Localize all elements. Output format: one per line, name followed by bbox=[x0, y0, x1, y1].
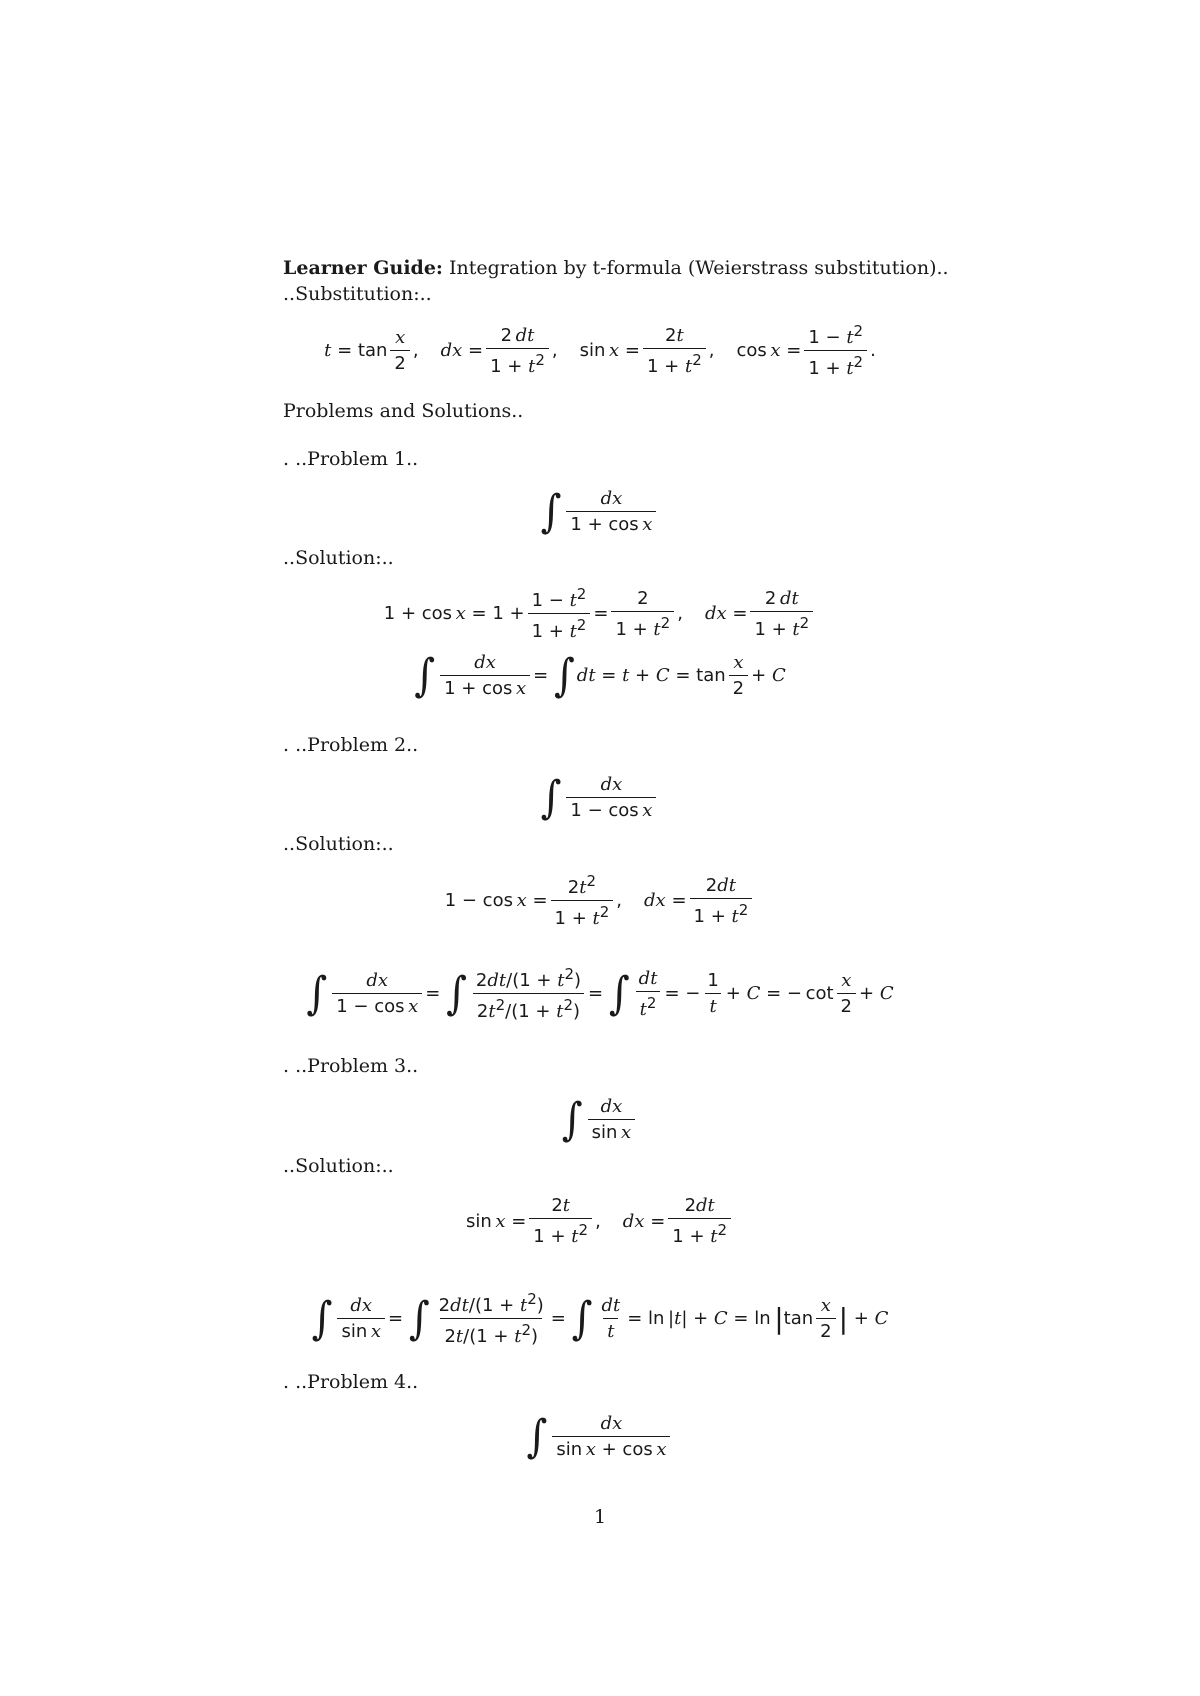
problem-3-label: . ..Problem 3.. bbox=[283, 1055, 419, 1077]
title-text: Integration by t-formula (Weierstrass substitution).. bbox=[442, 257, 949, 279]
problem-2-integral: ∫ $\frac{dx}{\text{1 − cos x}}$ bbox=[0, 774, 1200, 821]
solution-1-step-2: ∫ $\frac{dx}{\text{1 + cos x}}$ = ∫ dt = t + C = tan $\frac{x}{2}$ + C bbox=[414, 649, 786, 702]
problem-2-label: . ..Problem 2.. bbox=[283, 734, 419, 756]
solution-1-label: ..Solution:.. bbox=[283, 547, 394, 569]
problem-4-label: . ..Problem 4.. bbox=[283, 1371, 419, 1393]
solution-2-step-2: ∫ $\frac{dx}{\text{1 − cos x}}$ = ∫ $\frac{2dt/(1 + t^2)}{2t^2/(1 + t^2)}$ = ∫ $\frac{dt}{t^2}$ = − $\frac{1}{t}$ + C = − cot $\frac{x}{2}$ + C bbox=[306, 965, 894, 1022]
document-title bbox=[283, 257, 949, 279]
solution-3-step-1: sin x = $\frac{2t}{1 + t^2}$ , dx = $\frac{2dt}{1 + t^2}$ bbox=[0, 1195, 1200, 1247]
substitution-formulas: t = tan $\frac{x}{2}$ , dx = $\frac{2 dt}{1 + t^2}$ , sin x = $\frac{2t}{1 + t^2}$ , cos x = $\frac{1 - t^2}{1 + t^2}$ . bbox=[324, 322, 876, 379]
solution-2-label: ..Solution:.. bbox=[283, 833, 394, 855]
problem-1-label: . ..Problem 1.. bbox=[283, 448, 419, 470]
page-number: 1 bbox=[593, 1506, 607, 1528]
problem-4-integral: ∫ $\frac{dx}{\text{sin x + cos x}}$ bbox=[0, 1413, 1200, 1460]
problem-1-integral: ∫ $\frac{dx}{\text{1 + cos x}}$ bbox=[0, 488, 1200, 535]
title-bold-label: Learner Guide: bbox=[283, 257, 443, 279]
problem-3-integral: ∫ $\frac{dx}{\text{sin x}}$ bbox=[0, 1096, 1200, 1143]
solution-1-step-1: 1 + cos x = 1 + $\frac{1 - t^2}{1 + t^2}$ = $\frac{2}{1 + t^2}$ , dx = $\frac{2 dt}{1 + t^2}$ bbox=[0, 585, 1200, 642]
solution-2-step-1: 1 − cos x = $\frac{2t^2}{1 + t^2}$ , dx = $\frac{2dt}{1 + t^2}$ bbox=[0, 872, 1200, 929]
solution-3-label: ..Solution:.. bbox=[283, 1155, 394, 1177]
substitution-label: ..Substitution:.. bbox=[283, 283, 432, 305]
problems-heading: Problems and Solutions.. bbox=[283, 400, 524, 422]
solution-3-step-2: ∫ $\frac{dx}{\text{sin x}}$ = ∫ $\frac{2dt/(1 + t^2)}{2t/(1 + t^2)}$ = ∫ $\frac{dt}{t}$ = ln | t | + C = ln | tan $\frac{x}{2}$ | + C bbox=[311, 1290, 889, 1347]
